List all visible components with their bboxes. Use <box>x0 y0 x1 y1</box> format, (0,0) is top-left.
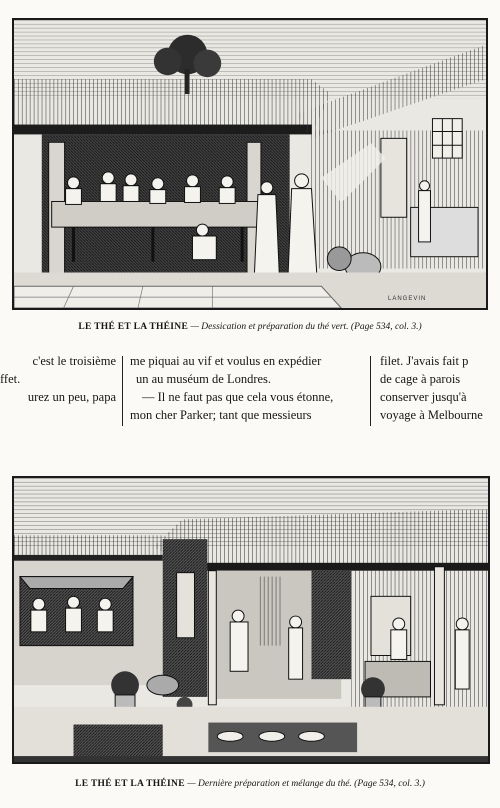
column-right-line: de cage à parois <box>380 372 461 386</box>
engraver-signature: LANGEVIN <box>388 296 427 302</box>
caption-bottom-body: — Dernière préparation et mélange du thé. (Page 534, col. 3.) <box>187 779 425 789</box>
article-columns <box>0 352 500 432</box>
column-left-line: urez un peu, papa <box>27 390 116 404</box>
column-divider <box>370 356 371 426</box>
illustration-tea-blending <box>12 476 490 764</box>
caption-bottom-head: LE THÉ ET LA THÉINE <box>75 779 185 789</box>
column-right-line: conserver jusqu'à <box>380 390 467 404</box>
column-middle-line: me piquai au vif et voulus en expédier <box>130 354 322 368</box>
illustration-tea-drying <box>12 18 488 310</box>
column-middle-line: un au muséum de Londres. <box>136 372 272 386</box>
caption-top-head: LE THÉ ET LA THÉINE <box>78 322 189 332</box>
column-divider <box>122 356 123 426</box>
column-right <box>380 352 500 424</box>
column-left-line: c'est le troisième <box>32 354 116 368</box>
caption-bottom <box>0 779 500 789</box>
column-middle-line: mon cher Parker; tant que messieurs <box>130 408 312 422</box>
caption-top-body: — Dessication et préparation du thé vert. (Page 534, col. 3.) <box>190 322 422 332</box>
column-right-line: filet. J'avais fait p <box>380 354 469 368</box>
column-left-line: ffet. <box>0 372 21 386</box>
column-right-line: voyage à Melbourne <box>380 408 483 422</box>
caption-top <box>0 322 500 332</box>
column-middle <box>130 352 362 424</box>
column-middle-line: — Il ne faut pas que cela vous étonne, <box>142 390 334 404</box>
column-left <box>0 352 116 406</box>
